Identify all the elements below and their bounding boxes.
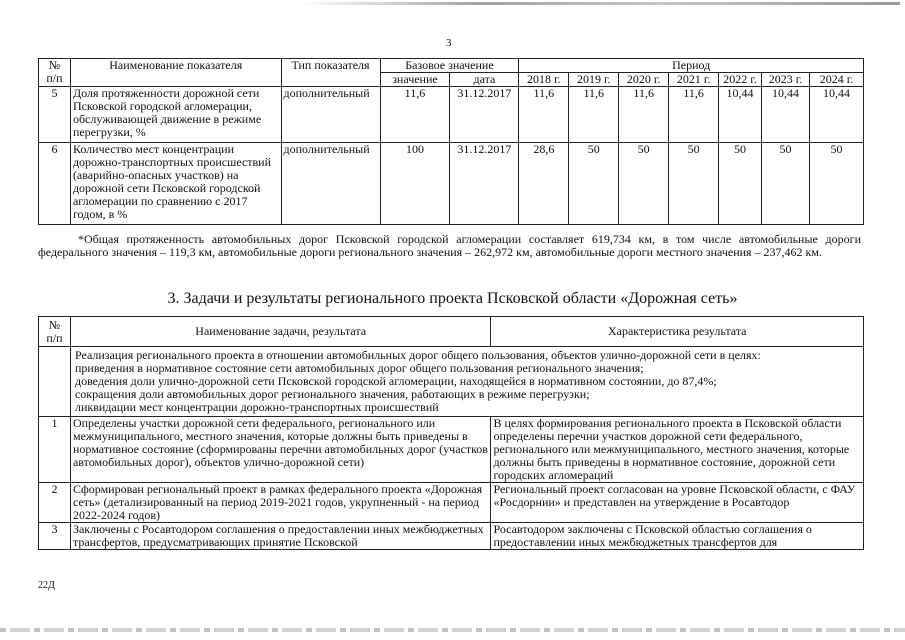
task-result: В целях формирования регионального проекта в Псковской области определены перечни участков дорожной сети федерального, регионального или межмуниципального, местного значения, которые должны быть приведены в нормативное состояние, дорожной сети городских агломераций	[491, 417, 864, 483]
base-value: 11,6	[380, 87, 450, 143]
col-header-year: 2020 г.	[619, 73, 669, 87]
year-value: 50	[569, 143, 619, 225]
col-header-num: № п/п	[39, 317, 71, 347]
intro-line: приведения в нормативное состояние сети автомобильных дорог общего пользования регионального значения;	[74, 361, 644, 375]
indicator-name: Доля протяженности дорожной сети Псковской городской агломерации, обслуживающей движение в режиме перегрузки, %	[70, 87, 281, 143]
task-name: Определены участки дорожной сети федерального, регионального или межмуниципального, местного значения, которые должны быть приведены в нормативное состояние (сформированы перечни автомобильных дорог (участков автомобильных дорог), объектов улично-дорожной сети)	[70, 417, 490, 483]
col-header-year: 2024 г.	[809, 73, 863, 87]
task-name: Заключены с Росавтодором соглашения о предоставлении иных межбюджетных трансфертов, предусматривающих принятие Псковской	[70, 523, 490, 550]
section-title: 3. Задачи и результаты регионального проекта Псковской области «Дорожная сеть»	[167, 290, 738, 307]
col-header-year: 2022 г.	[719, 73, 762, 87]
intro-line: сокращения доли автомобильных дорог регионального значения, работающих в режиме перегрузки;	[74, 387, 590, 401]
page-number: 3	[446, 37, 452, 49]
col-header-name: Наименование показателя	[70, 59, 281, 87]
col-header-base-value: значение	[380, 73, 450, 87]
year-value: 11,6	[669, 87, 719, 143]
intro-line: Реализация регионального проекта в отношении автомобильных дорог общего пользования, объектов улично-дорожной сети в целях:	[74, 348, 761, 362]
base-value: 100	[380, 143, 450, 225]
year-value: 10,44	[719, 87, 762, 143]
task-result: Росавтодором заключены с Псковской областью соглашения о предоставлении иных межбюджетных трансфертов для	[491, 523, 864, 550]
intro-line: доведения доли улично-дорожной сети Псковской городской агломерации, находящейся в нормативном состоянии, до 87,4%;	[74, 374, 717, 388]
col-header-year: 2021 г.	[669, 73, 719, 87]
base-date: 31.12.2017	[450, 87, 519, 143]
footnote	[38, 233, 861, 259]
table-row	[39, 523, 864, 550]
intro-num-cell	[39, 347, 71, 417]
col-header-period: Период	[519, 59, 864, 73]
col-header-base: Базовое значение	[380, 59, 519, 73]
year-value: 11,6	[569, 87, 619, 143]
col-header-year: 2019 г.	[569, 73, 619, 87]
intro-text	[70, 347, 863, 417]
intro-line: ликвидации мест концентрации дорожно-транспортных происшествий	[74, 400, 439, 414]
footnote-text: *Общая протяженность автомобильных дорог Псковской городской агломерации составляет 619,734 км, в том числе автомобильные дороги федерального значения – 119,3 км, автомобильные дороги регионального значения – 262,972 км, автомобильные дороги местного значения – 237,462 км.	[38, 232, 861, 259]
col-header-year: 2018 г.	[519, 73, 569, 87]
year-value: 50	[669, 143, 719, 225]
table-row	[39, 483, 864, 523]
col-header-result: Характеристика результата	[491, 317, 864, 347]
table-row	[39, 87, 864, 143]
row-num: 2	[39, 483, 71, 523]
table-header-row	[39, 59, 864, 73]
row-num: 6	[39, 143, 71, 225]
scan-artifact-top	[300, 2, 900, 5]
indicator-type: дополнительный	[281, 143, 380, 225]
table-header-row	[39, 317, 864, 347]
row-num: 3	[39, 523, 71, 550]
col-header-type: Тип показателя	[281, 59, 380, 87]
base-date: 31.12.2017	[450, 143, 519, 225]
year-value: 28,6	[519, 143, 569, 225]
scan-artifact-bottom	[0, 628, 905, 632]
tasks-table	[38, 316, 864, 550]
col-header-num: № п/п	[39, 59, 71, 87]
year-value: 10,44	[809, 87, 863, 143]
year-value: 11,6	[519, 87, 569, 143]
col-header-year: 2023 г.	[762, 73, 810, 87]
year-value: 10,44	[762, 87, 810, 143]
year-value: 50	[809, 143, 863, 225]
year-value: 11,6	[619, 87, 669, 143]
table-intro-row	[39, 347, 864, 417]
indicator-name: Количество мест концентрации дорожно-транспортных происшествий (аварийно-опасных участков) на дорожной сети Псковской городской агломерации по сравнению с 2017 годом, в %	[70, 143, 281, 225]
year-value: 50	[762, 143, 810, 225]
col-header-base-date: дата	[450, 73, 519, 87]
indicator-type: дополнительный	[281, 87, 380, 143]
row-num: 1	[39, 417, 71, 483]
table-row	[39, 417, 864, 483]
table-row	[39, 143, 864, 225]
task-result: Региональный проект согласован на уровне Псковской области, с ФАУ «Росдорнии» и представлен на утверждение в Росавтодор	[491, 483, 864, 523]
col-header-task-name: Наименование задачи, результата	[70, 317, 490, 347]
indicators-table	[38, 58, 864, 225]
row-num: 5	[39, 87, 71, 143]
year-value: 50	[719, 143, 762, 225]
page-code: 22Д	[38, 580, 55, 591]
year-value: 50	[619, 143, 669, 225]
task-name: Сформирован региональный проект в рамках федерального проекта «Дорожная сеть» (детализированный на период 2019-2021 годов, укрупненный - на период 2022-2024 годов)	[70, 483, 490, 523]
